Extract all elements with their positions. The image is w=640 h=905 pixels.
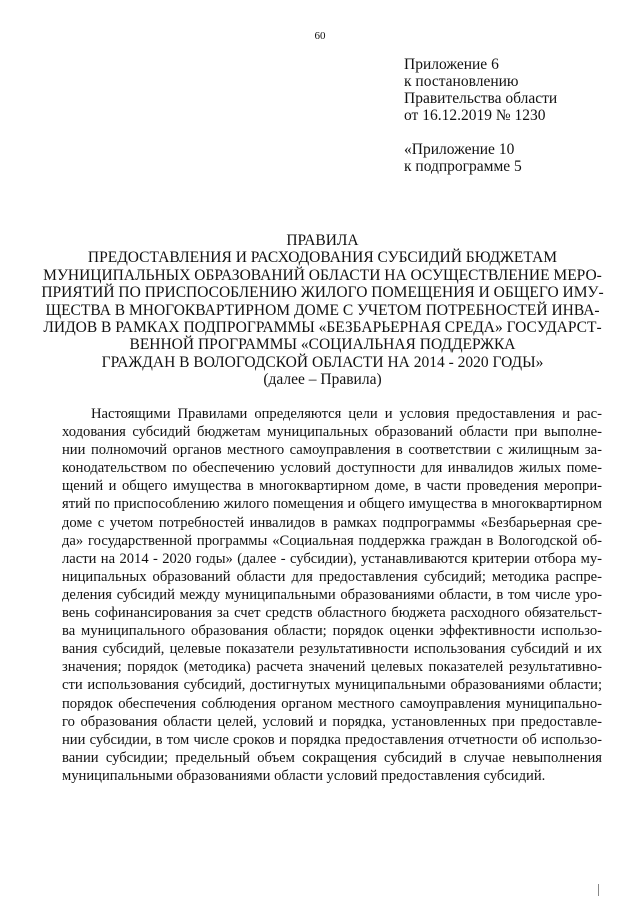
paragraph-line: вания субсидий, целевые показатели результативности использования субсидий и их (62, 641, 602, 658)
paragraph-line: значения; порядок (методика) расчета значений целевых показателей результативно- (62, 659, 602, 676)
paragraph-line: да» государственной программы «Социальная поддержка граждан в Вологодской об- (62, 532, 602, 549)
paragraph-line: го образования области целей, условий и порядка, установленных при предоставле- (62, 713, 602, 730)
paragraph-line: ятий по приспособлению жилого помещения и общего имущества в многоквартирном (62, 496, 602, 513)
paragraph-line: ласти на 2014 - 2020 годы» (далее - субсидии), устанавливаются критерии отбора му- (62, 550, 602, 567)
paragraph-line: ва муниципального образования области; порядок оценки эффективности использо- (62, 623, 602, 640)
appendix-spacer (404, 124, 557, 141)
paragraph-line: ходования субсидий бюджетам муниципальных образований области при выполне- (62, 424, 602, 441)
paragraph-line: муниципальными образованиями области условий предоставления субсидий. (62, 767, 546, 784)
appendix-line: к постановлению (404, 73, 519, 90)
title-line: ВЕННОЙ ПРОГРАММЫ «СОЦИАЛЬНАЯ ПОДДЕРЖКА (129, 336, 516, 354)
sub-appendix-line: «Приложение 10 (404, 141, 515, 158)
appendix-reference (404, 56, 557, 175)
paragraph-line: конодательством по обеспечению условий доступности для инвалидов жилых поме- (62, 460, 602, 477)
paragraph-line: ниципальных образований области для предоставления субсидий; методика распре- (62, 568, 602, 585)
title-abbreviation: (далее – Правила) (263, 371, 382, 389)
paragraph-line: порядок обеспечения соблюдения органом местного самоуправления муниципально- (62, 695, 602, 712)
title-line: ЩЕСТВА В МНОГОКВАРТИРНОМ ДОМЕ С УЧЕТОМ ПОТРЕБНОСТЕЙ ИНВА- (45, 301, 600, 319)
paragraph-line: нии субсидии, в том числе сроков и порядка предоставления отчетности об использо- (62, 731, 602, 748)
paragraph-line: вень софинансирования за счет средств областного бюджета расходного обязательст- (62, 605, 602, 622)
sub-appendix-line: к подпрограмме 5 (404, 158, 522, 175)
paragraph-line: сти использования субсидий, достигнутых муниципальными образованиями области; (62, 677, 602, 694)
scan-edge-mark (598, 884, 599, 896)
title-line: ПРЕДОСТАВЛЕНИЯ И РАСХОДОВАНИЯ СУБСИДИЙ БЮДЖЕТАМ (87, 249, 558, 267)
document-title (40, 232, 605, 389)
paragraph-line: нии полномочий органов местного самоуправления в соответствии с жилищным за- (62, 442, 602, 459)
appendix-line: Приложение 6 (404, 56, 499, 73)
title-line: МУНИЦИПАЛЬНЫХ ОБРАЗОВАНИЙ ОБЛАСТИ НА ОСУЩЕСТВЛЕНИЕ МЕРО- (43, 266, 602, 284)
title-heading: ПРАВИЛА (286, 232, 359, 249)
paragraph-line: вании субсидии; предельный объем сокращения субсидий в случае невыполнения (62, 749, 602, 766)
body-paragraph (62, 405, 602, 785)
appendix-line: от 16.12.2019 № 1230 (404, 107, 546, 124)
paragraph-line: деления субсидий между муниципальными образованиями области, в том числе уро- (62, 586, 602, 603)
title-line: ГРАЖДАН В ВОЛОГОДСКОЙ ОБЛАСТИ НА 2014 - 2020 ГОДЫ» (101, 353, 544, 371)
paragraph-line: доме с учетом потребностей инвалидов в рамках подпрограммы «Безбарьерная сре- (62, 514, 602, 531)
title-line: ПРИЯТИЙ ПО ПРИСПОСОБЛЕНИЮ ЖИЛОГО ПОМЕЩЕНИЯ И ОБЩЕГО ИМУ- (41, 284, 604, 302)
page-number: 60 (314, 30, 326, 42)
paragraph-line: щений и общего имущества в многоквартирном доме, в части проведения меропри- (62, 478, 602, 495)
paragraph-line: Настоящими Правилами определяются цели и условия предоставления и рас- (91, 406, 602, 422)
appendix-line: Правительства области (404, 90, 558, 107)
title-line: ЛИДОВ В РАМКАХ ПОДПРОГРАММЫ «БЕЗБАРЬЕРНАЯ СРЕДА» ГОСУДАРСТ- (43, 319, 602, 337)
